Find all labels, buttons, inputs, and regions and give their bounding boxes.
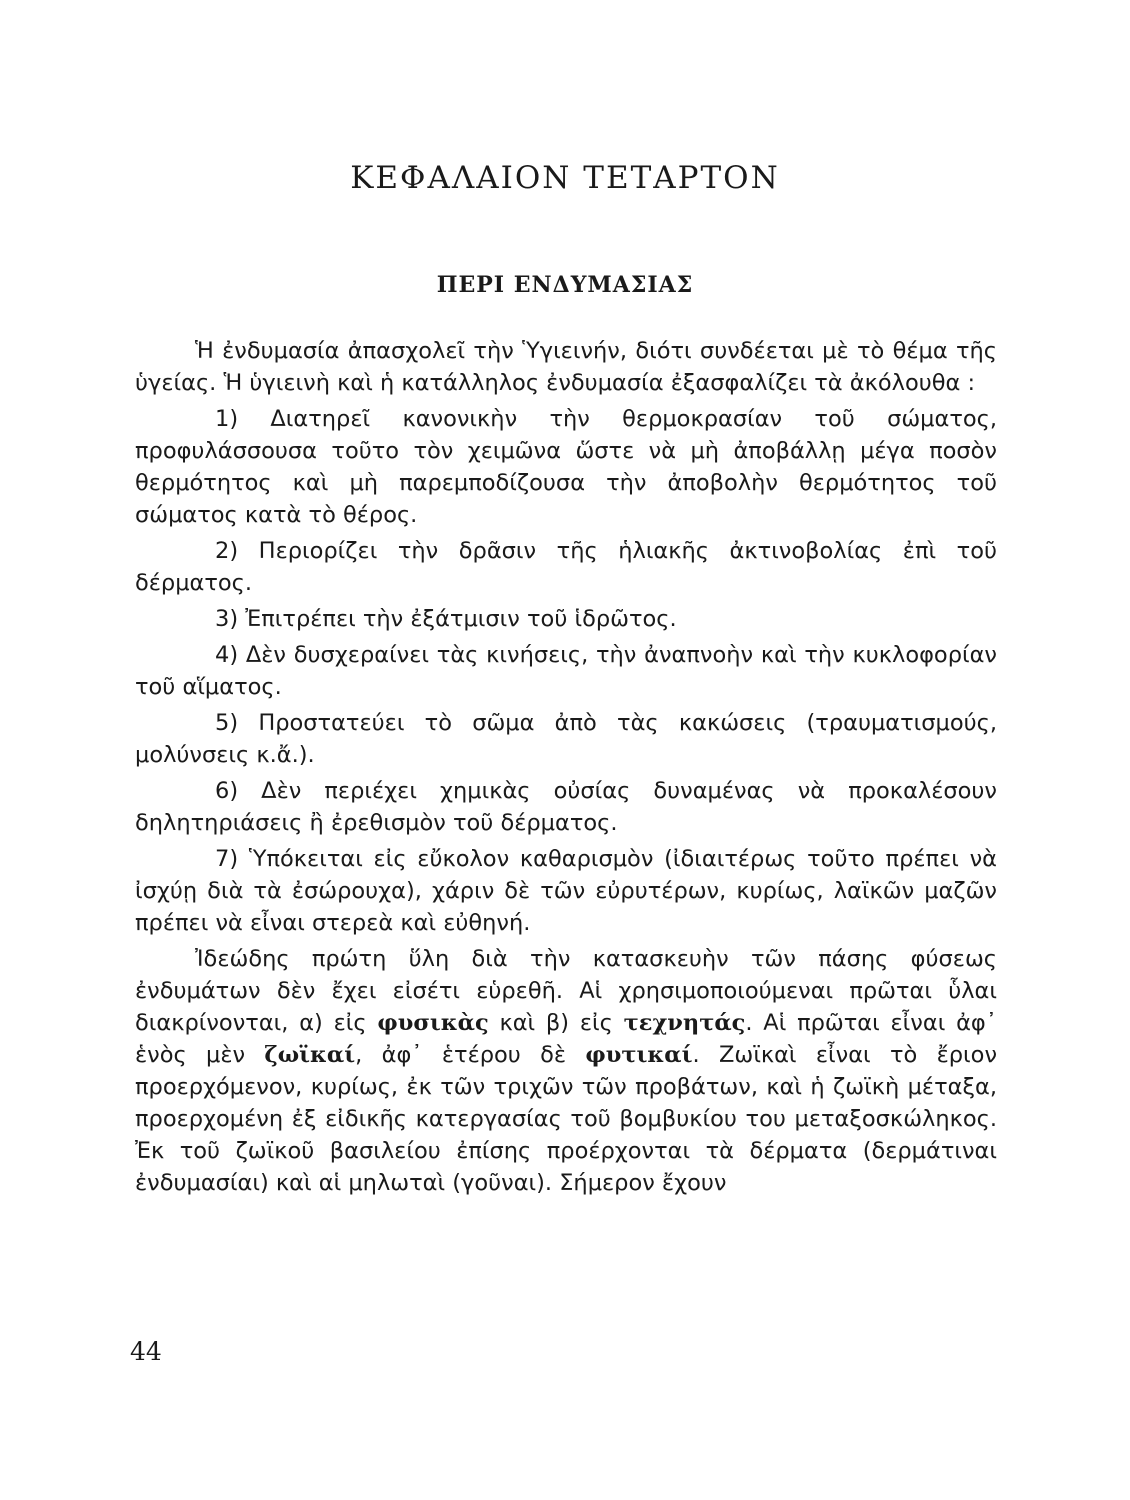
page-number: 44 [130,1337,162,1366]
list-item: 5) Προστατεύει τὸ σῶμα ἀπὸ τὰς κακώσεις (τραυματισμούς, μολύνσεις κ.ἄ.). [135,710,997,768]
chapter-title: ΚΕΦΑΛΑΙΟΝ ΤΕΤΑΡΤΟΝ [350,160,780,196]
section-title: ΠΕΡΙ ΕΝΔΥΜΑΣΙΑΣ [436,272,694,298]
list-item: 3) Ἐπιτρέπει τὴν ἐξάτμισιν τοῦ ἱδρῶτος. [215,606,677,632]
term-animal: ζωϊκαί [264,1042,356,1068]
term-natural: φυσικὰς [377,1010,489,1036]
closing-text-3: . Αἱ πρῶται εἶναι ἀφ᾿ ἑνὸς μὲν [135,1010,998,1068]
intro-paragraph: Ἡ ἐνδυμασία ἀπασχολεῖ τὴν Ὑγιεινήν, διότι συνδέεται μὲ τὸ θέμα τῆς ὑγείας. Ἡ ὑγιεινὴ καὶ ἡ κατάλληλος ἐνδυμασία ἐξασφαλίζει τὰ ἀκόλουθα : [135,338,997,396]
closing-text-1: Ἰδεώδης πρώτη ὕλη διὰ τὴν κατασκευὴν τῶν πάσης φύσεως ἐνδυμάτων δὲν ἔχει εἰσέτι εὑρεθῆ. Αἱ χρησιμοποιούμεναι πρῶται ὗλαι διακρίνονται, α) εἰς [135,946,997,1036]
closing-text-5: . Ζωϊκαὶ εἶναι τὸ ἔριον προερχόμενον, κυρίως, ἐκ τῶν τριχῶν τῶν προβάτων, καὶ ἡ ζωϊκὴ μέταξα, προερχομένη ἐξ εἰδικῆς κατεργασίας τοῦ βομβυκίου του μεταξοσκώληκος. Ἐκ τοῦ ζωϊκοῦ βασιλείου ἐπίσης προέρχονται τὰ δέρματα (δερμάτιναι ἐνδυμασίαι) καὶ αἱ μηλωταὶ (γοῦναι). Σήμερον ἔχουν [135,1042,998,1196]
closing-text-4: , ἀφ᾿ ἑτέρου δὲ [355,1042,567,1068]
list-item: 7) Ὑπόκειται εἰς εὔκολον καθαρισμὸν (ἰδιαιτέρως τοῦτο πρέπει νὰ ἰσχύῃ διὰ τὰ ἐσώρουχα), χάριν δὲ τῶν εὐρυτέρων, κυρίως, λαϊκῶν μαζῶν πρέπει νὰ εἶναι στερεὰ καὶ εὐθηνή. [135,846,997,936]
closing-text-2: καὶ β) εἰς [499,1010,613,1036]
term-artificial: τεχνητάς [623,1010,746,1036]
list-item: 6) Δὲν περιέχει χημικὰς οὐσίας δυναμένας νὰ προκαλέσουν δηλητηριάσεις ἢ ἐρεθισμὸν τοῦ δέρματος. [135,778,997,836]
term-plant: φυτικαί [585,1042,693,1068]
list-item: 1) Διατηρεῖ κανονικὴν τὴν θερμοκρασίαν τοῦ σώματος, προφυλάσσουσα τοῦτο τὸν χειμῶνα ὥστε νὰ μὴ ἀποβάλλῃ μέγα ποσὸν θερμότητος καὶ μὴ παρεμποδίζουσα τὴν ἀποβολὴν θερμότητος τοῦ σώματος κατὰ τὸ θέρος. [135,406,997,528]
list-item: 2) Περιορίζει τὴν δρᾶσιν τῆς ἡλιακῆς ἀκτινοβολίας ἐπὶ τοῦ δέρματος. [135,538,997,596]
closing-paragraph [135,943,997,1199]
list-item: 4) Δὲν δυσχεραίνει τὰς κινήσεις, τὴν ἀναπνοὴν καὶ τὴν κυκλοφορίαν τοῦ αἵματος. [135,642,997,700]
body-text [135,335,997,1203]
